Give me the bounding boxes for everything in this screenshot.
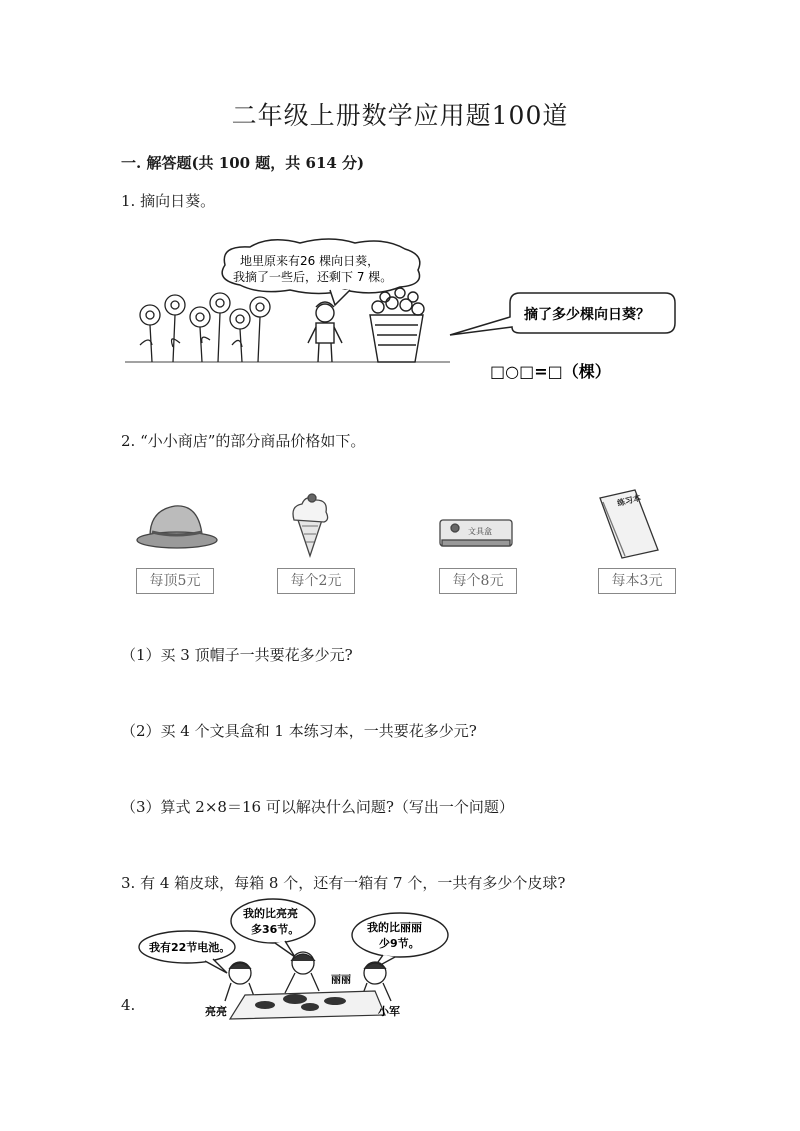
bubble-mid-line-1: 我的比亮亮 [243, 907, 298, 920]
pencil-box-label: 文具盒 [468, 527, 492, 536]
formula-text: □○□=□（棵） [490, 362, 611, 381]
price-hat: 每顶5元 [136, 568, 214, 594]
bubble-right-line-1: 我的比丽丽 [367, 921, 422, 934]
name-lili: 丽丽 [331, 975, 351, 986]
bubble-right-line-2: 少9节。 [379, 937, 420, 950]
sunflower-patch-icon [140, 293, 270, 362]
speech-line-1: 地里原来有26 棵向日葵， [240, 254, 380, 268]
batteries-illustration [135, 895, 465, 1025]
boy-icon [308, 302, 342, 362]
question-3-text: 3. 有 4 箱皮球，每箱 8 个，还有一箱有 7 个，一共有多少个皮球? [121, 874, 566, 892]
name-xiaojun: 小军 [378, 1005, 400, 1018]
sunflower-illustration [120, 235, 680, 385]
question-4-number: 4. [121, 996, 136, 1014]
page-title: 二年级上册数学应用题100道 [231, 101, 569, 130]
shop-items-illustration [130, 488, 690, 560]
hat-icon [137, 506, 217, 548]
price-ice-cream: 每个2元 [277, 568, 355, 594]
notebook-icon [600, 490, 658, 558]
question-2-sub-3: （3）算式 2×8＝16 可以解决什么问题?（写出一个问题） [121, 798, 514, 816]
pencil-box-icon [440, 520, 512, 546]
notebook-label: 练习本 [616, 493, 642, 508]
question-2-sub-1: （1）买 3 顶帽子一共要花多少元? [121, 646, 353, 664]
name-liangliang: 亮亮 [205, 1005, 227, 1018]
price-notebook: 每本3元 [598, 568, 676, 594]
price-pencil-box: 每个8元 [439, 568, 517, 594]
speech-line-2: 我摘了一些后，还剩下 7 棵。 [233, 270, 393, 284]
ice-cream-icon [293, 494, 328, 556]
question-bubble-text: 摘了多少棵向日葵？ [524, 307, 650, 323]
question-2-sub-2: （2）买 4 个文具盒和 1 本练习本，一共要花多少元? [121, 722, 477, 740]
question-2-text: 2. “小小商店”的部分商品价格如下。 [121, 432, 366, 450]
question-1-text: 1. 摘向日葵。 [121, 192, 216, 210]
bubble-left-text: 我有22节电池。 [149, 941, 231, 954]
section-heading: 一. 解答题(共 100 题，共 614 分) [121, 154, 365, 172]
bubble-mid-line-2: 多36节。 [251, 923, 300, 936]
flower-basket-icon [370, 288, 424, 362]
